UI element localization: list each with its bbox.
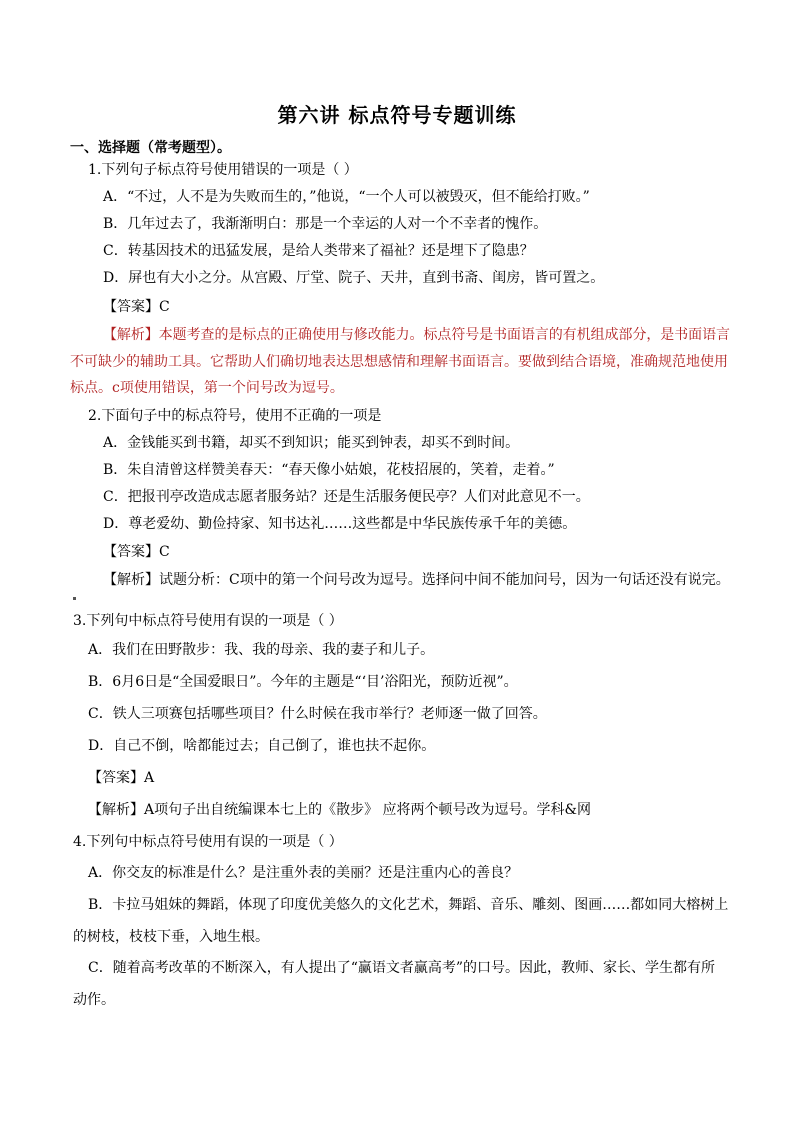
question-3-analysis: 【解析】A项句子出自统编课本七上的《散步》 应将两个顿号改为逗号。学科&网 — [88, 802, 592, 818]
question-2-option-a: A．金钱能买到书籍，却买不到知识；能买到钟表，却买不到时间。 — [103, 435, 520, 451]
question-1-analysis-line-2: 不可缺少的辅助工具。它帮助人们确切地表达思想感情和理解书面语言。要做到结合语境，准确规范地使用 — [70, 354, 728, 370]
question-1-option-b: B．几年过去了，我渐渐明白：那是一个幸运的人对一个不幸者的愧作。 — [103, 216, 548, 232]
question-2-stem: 2.下面句子中的标点符号，使用不正确的一项是 — [88, 408, 382, 424]
question-2-option-b: B．朱自清曾这样赞美春天：“春天像小姑娘，花枝招展的，笑着，走着。” — [103, 462, 555, 478]
question-3-option-d: D．自己不倒，啥都能过去；自己倒了，谁也扶不起你。 — [88, 738, 436, 754]
question-4-option-a: A．你交友的标准是什么？是注重外表的美丽？还是注重内心的善良？ — [88, 865, 519, 881]
page-title: 第六讲 标点符号专题训练 — [277, 103, 517, 127]
question-1-answer: 【答案】C — [103, 299, 170, 315]
question-4-option-b-line-2: 的树枝，枝枝下垂，入地生根。 — [73, 929, 269, 945]
analysis-tag: 【解析】 — [103, 327, 159, 343]
question-4-stem: 4.下列句中标点符号使用有误的一项是（ ） — [73, 834, 343, 850]
question-2-answer: 【答案】C — [103, 544, 170, 560]
question-3-option-a: A．我们在田野散步：我、我的母亲、我的妻子和儿子。 — [88, 642, 435, 658]
question-2-option-d: D．尊老爱幼、勤俭持家、知书达礼……这些都是中华民族传承千年的美德。 — [103, 516, 577, 532]
question-1-option-d: D．屏也有大小之分。从宫殿、厅堂、院子、天井，直到书斋、闺房，皆可置之。 — [103, 270, 605, 286]
question-1-analysis-line-3: 标点。c项使用错误，第一个问号改为逗号。 — [70, 380, 344, 396]
question-1-analysis-line-1 — [103, 325, 730, 345]
question-4-option-b-line-1: B．卡拉马姐妹的舞蹈，体现了印度优美悠久的文化艺术，舞蹈、音乐、雕刻、图画……都如同大榕树上 — [88, 897, 729, 913]
question-3-stem: 3.下列句中标点符号使用有误的一项是（ ） — [73, 613, 343, 629]
question-1-stem: 1.下列句子标点符号使用错误的一项是（ ） — [88, 162, 358, 178]
section-heading: 一、选择题（常考题型）。 — [70, 140, 231, 156]
analysis-text: 本题考查的是标点的正确使用与修改能力。标点符号是书面语言的有机组成部分，是书面语言 — [158, 327, 730, 343]
question-3-option-c: C．铁人三项赛包括哪些项目？什么时候在我市举行？老师逐一做了回答。 — [88, 706, 547, 722]
question-4-option-c-line-2: 动作。 — [73, 992, 115, 1008]
question-2-option-c: C．把报刊亭改造成志愿者服务站？还是生活服务便民亭？人们对此意见不一。 — [103, 489, 590, 505]
question-4-option-c-line-1: C．随着高考改革的不断深入，有人提出了“赢语文者赢高考”的口号。因此，教师、家长、学生都有所 — [88, 960, 716, 976]
question-3-option-b: B．6月6日是“全国爱眼日”。今年的主题是“‘目’浴阳光，预防近视”。 — [88, 674, 518, 690]
question-3-answer: 【答案】A — [88, 770, 155, 786]
question-2-analysis: 【解析】试题分析：C项中的第一个问号改为逗号。选择问中间不能加问号，因为一句话还没有说完。 — [103, 572, 730, 588]
question-1-option-c: C．转基因技术的迅猛发展，是给人类带来了福祉？还是埋下了隐患？ — [103, 243, 534, 259]
stray-mark — [73, 597, 76, 600]
question-1-option-a: A．“不过，人不是为失败而生的，”他说，“一个人可以被毁灭，但不能给打败。” — [103, 189, 590, 205]
